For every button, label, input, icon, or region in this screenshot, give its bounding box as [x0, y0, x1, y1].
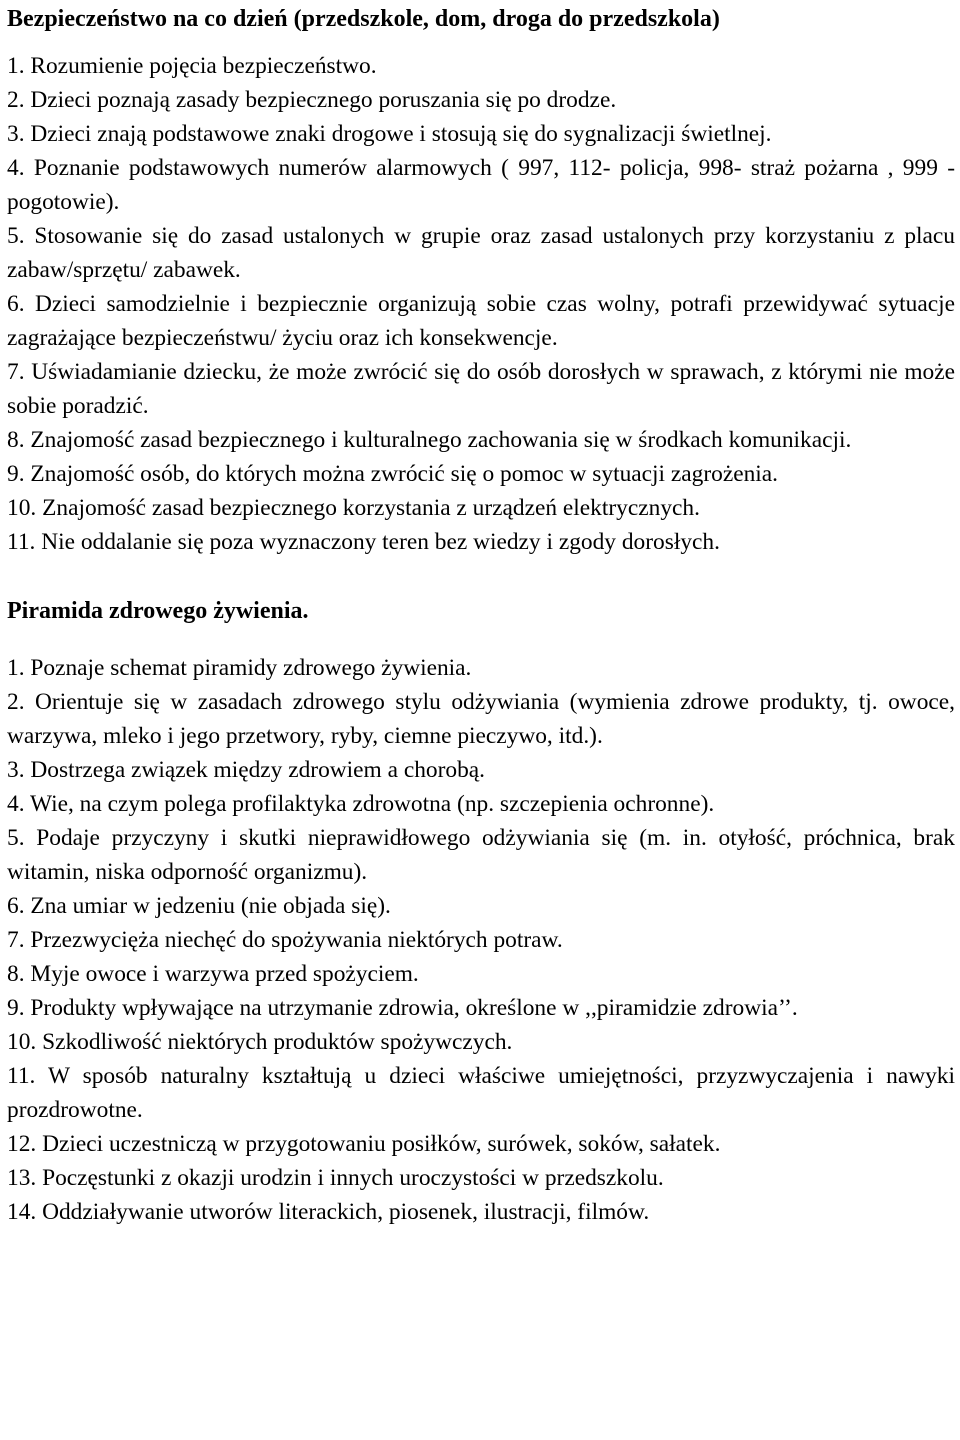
list-item: 7. Przezwycięża niechęć do spożywania niektórych potraw.: [7, 927, 563, 953]
list-item: 5. Podaje przyczyny i skutki nieprawidłowego odżywiania się (m. in. otyłość, próchnica, brak witamin, niska odporność organizmu).: [7, 825, 955, 885]
list-item: 11. W sposób naturalny kształtują u dzieci właściwe umiejętności, przyzwyczajenia i nawyki prozdrowotne.: [7, 1063, 955, 1123]
list-item: 3. Dzieci znają podstawowe znaki drogowe i stosują się do sygnalizacji świetlnej.: [7, 121, 772, 147]
section-heading-safety: Bezpieczeństwo na co dzień (przedszkole, dom, droga do przedszkola): [7, 6, 720, 32]
document-page: [7, 0, 955, 1229]
safety-goals-list: [7, 49, 955, 559]
list-item: 2. Orientuje się w zasadach zdrowego stylu odżywiania (wymienia zdrowe produkty, tj. owoce, warzywa, mleko i jego przetwory, ryby, ciemne pieczywo, itd.).: [7, 689, 955, 749]
list-item: 5. Stosowanie się do zasad ustalonych w grupie oraz zasad ustalonych przy korzystaniu z placu zabaw/sprzętu/ zabawek.: [7, 223, 955, 283]
list-item: 11. Nie oddalanie się poza wyznaczony teren bez wiedzy i zgody dorosłych.: [7, 529, 720, 555]
list-item: 8. Znajomość zasad bezpiecznego i kulturalnego zachowania się w środkach komunikacji.: [7, 427, 852, 453]
list-item: 2. Dzieci poznają zasady bezpiecznego poruszania się po drodze.: [7, 87, 617, 113]
list-item: 10. Szkodliwość niektórych produktów spożywczych.: [7, 1029, 513, 1055]
list-item: 1. Poznaje schemat piramidy zdrowego żywienia.: [7, 655, 472, 681]
list-item: 10. Znajomość zasad bezpiecznego korzystania z urządzeń elektrycznych.: [7, 495, 700, 521]
list-item: 3. Dostrzega związek między zdrowiem a chorobą.: [7, 757, 486, 783]
list-item: 6. Dzieci samodzielnie i bezpiecznie organizują sobie czas wolny, potrafi przewidywać sytuacje zagrażające bezpieczeństwu/ życiu oraz ich konsekwencje.: [7, 291, 955, 351]
list-item: 7. Uświadamianie dziecku, że może zwrócić się do osób dorosłych w sprawach, z którymi nie może sobie poradzić.: [7, 359, 955, 419]
list-item: 8. Myje owoce i warzywa przed spożyciem.: [7, 961, 419, 987]
list-item: 9. Znajomość osób, do których można zwrócić się o pomoc w sytuacji zagrożenia.: [7, 461, 779, 487]
healthy-eating-goals-list: [7, 651, 955, 1229]
list-item: 1. Rozumienie pojęcia bezpieczeństwo.: [7, 53, 377, 79]
list-item: 4. Poznanie podstawowych numerów alarmowych ( 997, 112- policja, 998- straż pożarna , 999 - pogotowie).: [7, 155, 955, 215]
list-item: 9. Produkty wpływające na utrzymanie zdrowia, określone w ,,piramidzie zdrowia’’.: [7, 995, 798, 1021]
list-item: 13. Poczęstunki z okazji urodzin i innych uroczystości w przedszkolu.: [7, 1165, 664, 1191]
list-item: 4. Wie, na czym polega profilaktyka zdrowotna (np. szczepienia ochronne).: [7, 791, 715, 817]
list-item: 12. Dzieci uczestniczą w przygotowaniu posiłków, surówek, soków, sałatek.: [7, 1131, 721, 1157]
list-item: 14. Oddziaływanie utworów literackich, piosenek, ilustracji, filmów.: [7, 1199, 650, 1225]
list-item: 6. Zna umiar w jedzeniu (nie objada się).: [7, 893, 391, 919]
section-heading-healthy-eating: Piramida zdrowego żywienia.: [7, 598, 309, 624]
